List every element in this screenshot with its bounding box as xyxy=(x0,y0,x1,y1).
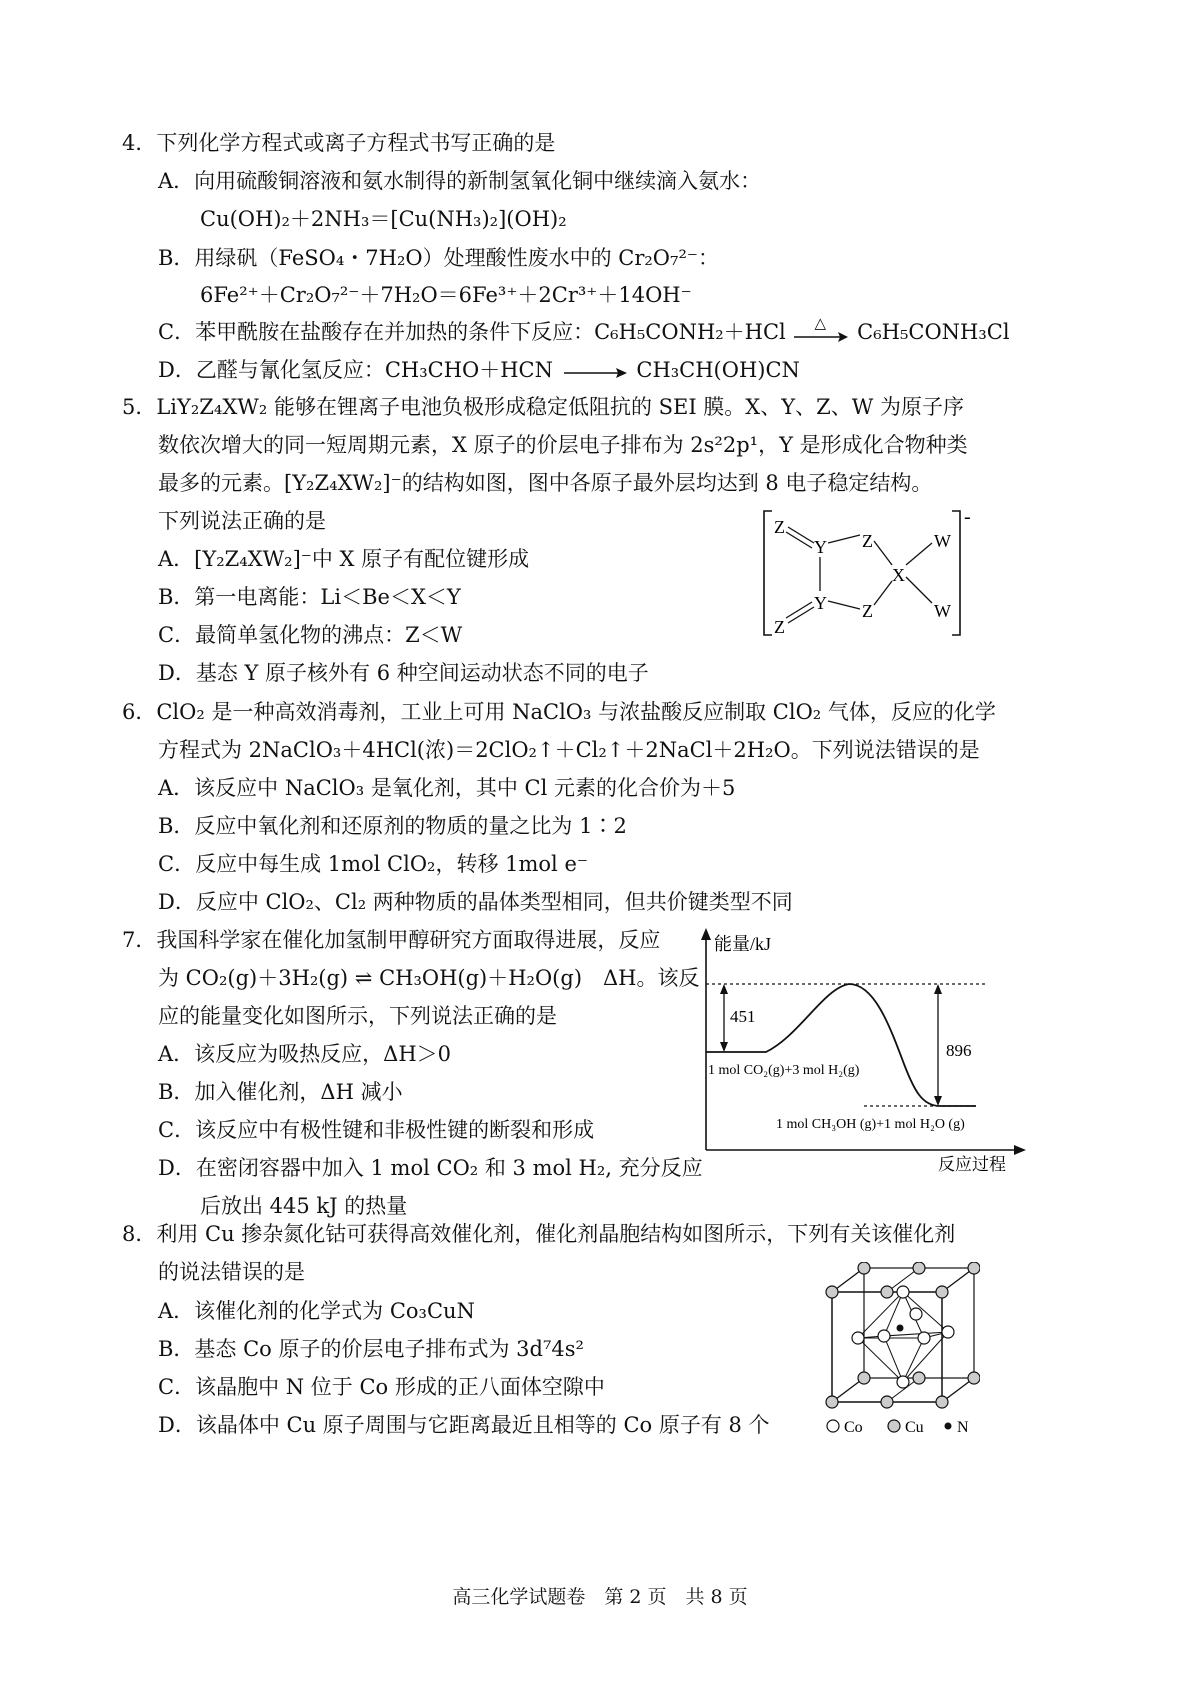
charge-sign: - xyxy=(964,506,971,528)
q8-option-b: B．基态 Co 原子的价层电子排布式为 3d⁷4s² xyxy=(158,1337,584,1361)
q6-option-c: C．反应中每生成 1mol ClO₂，转移 1mol e⁻ xyxy=(158,852,588,876)
q7-option-b: B．加入催化剂，ΔH 减小 xyxy=(158,1080,403,1104)
y-axis-label: 能量/kJ xyxy=(714,934,772,954)
crystal-legend xyxy=(824,1413,984,1439)
q7-stem-line1: 7．我国科学家在催化加氢制甲醇研究方面取得进展，反应 xyxy=(122,928,661,952)
atom-w-top: W xyxy=(934,531,951,551)
q7-option-d: D．在密闭容器中加入 1 mol CO₂ 和 3 mol H₂, 充分反应 xyxy=(158,1156,703,1180)
co-legend-icon xyxy=(827,1420,839,1432)
q4-option-c xyxy=(158,313,1010,347)
anion-structure-diagram xyxy=(760,505,1000,643)
q4-option-b: B．用绿矾（FeSO₄・7H₂O）处理酸性废水中的 Cr₂O₇²⁻： xyxy=(158,246,719,270)
q7-stem-line3: 应的能量变化如图所示，下列说法正确的是 xyxy=(158,1004,557,1028)
activation-energy-value: 451 xyxy=(730,1007,756,1026)
page-footer: 高三化学试题卷 第 2 页 共 8 页 xyxy=(452,1586,748,1608)
q8-stem-line1: 8．利用 Cu 掺杂氮化钴可获得高效催化剂，催化剂晶胞结构如图所示，下列有关该催化剂 xyxy=(122,1222,956,1246)
q5-option-d: D．基态 Y 原子核外有 6 种空间运动状态不同的电子 xyxy=(158,661,649,685)
atom-z-ring-top: Z xyxy=(862,531,873,551)
atom-z-bottom: Z xyxy=(774,617,785,637)
q7-option-a: A．该反应为吸热反应，ΔH＞0 xyxy=(158,1042,452,1066)
q6-option-a: A．该反应中 NaClO₃ 是氧化剂，其中 Cl 元素的化合价为＋5 xyxy=(158,776,736,800)
q7-option-d-cont: 后放出 445 kJ 的热量 xyxy=(200,1194,408,1218)
q6-option-d: D．反应中 ClO₂、Cl₂ 两种物质的晶体类型相同，但共价键类型不同 xyxy=(158,890,793,914)
q8-stem-line2: 的说法错误的是 xyxy=(158,1260,305,1284)
q6-stem-line2: 方程式为 2NaClO₃＋4HCl(浓)＝2ClO₂↑＋Cl₂↑＋2NaCl＋2H₂O。下列说法错误的是 xyxy=(158,738,980,762)
q4-option-b-equation: 6Fe²⁺＋Cr₂O₇²⁻＋7H₂O＝6Fe³⁺＋2Cr³⁺＋14OH⁻ xyxy=(200,283,692,307)
q4-option-d-left: D．乙醛与氰化氢反应：CH₃CHO＋HCN xyxy=(158,358,553,382)
atom-y-bottom: Y xyxy=(814,593,827,613)
energy-difference-value: 896 xyxy=(946,1041,972,1060)
q5-stem-line1: 5．LiY₂Z₄XW₂ 能够在锂离子电池负极形成稳定低阻抗的 SEI 膜。X、Y、Z、W 为原子序 xyxy=(122,395,964,419)
q4-option-a: A．向用硫酸铜溶液和氨水制得的新制氢氧化铜中继续滴入氨水： xyxy=(158,169,762,193)
q4-stem: 4．下列化学方程式或离子方程式书写正确的是 xyxy=(122,131,556,155)
cu-legend-icon xyxy=(888,1420,900,1432)
q4-option-a-equation: Cu(OH)₂＋2NH₃＝[Cu(NH₃)₂](OH)₂ xyxy=(200,207,567,231)
n-legend-icon xyxy=(945,1423,952,1430)
n-legend-label: N xyxy=(957,1419,969,1436)
atom-z-top: Z xyxy=(774,517,785,537)
cu-legend-label: Cu xyxy=(905,1419,924,1436)
energy-profile-diagram xyxy=(694,924,1034,1174)
q5-stem-line4: 下列说法正确的是 xyxy=(158,509,326,533)
q5-option-b: B．第一电离能：Li＜Be＜X＜Y xyxy=(158,585,461,609)
atom-y-top: Y xyxy=(814,537,827,557)
q8-option-a: A．该催化剂的化学式为 Co₃CuN xyxy=(158,1299,475,1323)
q6-option-b: B．反应中氧化剂和还原剂的物质的量之比为 1∶2 xyxy=(158,814,627,838)
q8-option-c: C．该晶胞中 N 位于 Co 形成的正八面体空隙中 xyxy=(158,1375,605,1399)
q4-option-d-right: CH₃CH(OH)CN xyxy=(636,358,800,382)
q4-option-c-right: C₆H₅CONH₃Cl xyxy=(857,320,1010,344)
q5-stem-line2: 数依次增大的同一短周期元素，X 原子的价层电子排布为 2s²2p¹，Y 是形成化合物种类 xyxy=(158,433,968,457)
co-legend-label: Co xyxy=(844,1419,863,1436)
q4-option-d xyxy=(158,355,800,385)
q7-option-c: C．该反应中有极性键和非极性键的断裂和形成 xyxy=(158,1118,595,1142)
products-label: 1 mol CH₃OH (g)+1 mol H₂O (g) xyxy=(776,1117,965,1132)
q5-stem-line3: 最多的元素。[Y₂Z₄XW₂]⁻的结构如图，图中各原子最外层均达到 8 电子稳定结构。 xyxy=(158,471,933,495)
heat-symbol: △ xyxy=(814,313,827,332)
atom-w-bottom: W xyxy=(934,601,951,621)
q4-option-c-left: C．苯甲酰胺在盐酸存在并加热的条件下反应：C₆H₅CONH₂＋HCl xyxy=(158,320,786,344)
q8-option-d: D．该晶体中 Cu 原子周围与它距离最近且相等的 Co 原子有 8 个 xyxy=(158,1413,770,1437)
reaction-arrow-heat xyxy=(792,313,850,344)
atom-z-ring-bottom: Z xyxy=(862,601,873,621)
q5-option-a: A．[Y₂Z₄XW₂]⁻中 X 原子有配位键形成 xyxy=(158,547,530,571)
q5-option-c: C．最简单氢化物的沸点：Z＜W xyxy=(158,623,463,647)
q7-stem-line2: 为 CO₂(g)＋3H₂(g) ⇌ CH₃OH(g)＋H₂O(g) ΔH。该反 xyxy=(158,966,700,990)
reactants-label: 1 mol CO₂(g)+3 mol H₂(g) xyxy=(708,1063,860,1078)
arrow-icon xyxy=(560,362,630,382)
atom-x: X xyxy=(892,565,905,585)
q6-stem-line1: 6．ClO₂ 是一种高效消毒剂，工业上可用 NaClO₃ 与浓盐酸反应制取 ClO₂ 气体，反应的化学 xyxy=(122,700,996,724)
x-axis-label: 反应过程 xyxy=(938,1155,1006,1174)
